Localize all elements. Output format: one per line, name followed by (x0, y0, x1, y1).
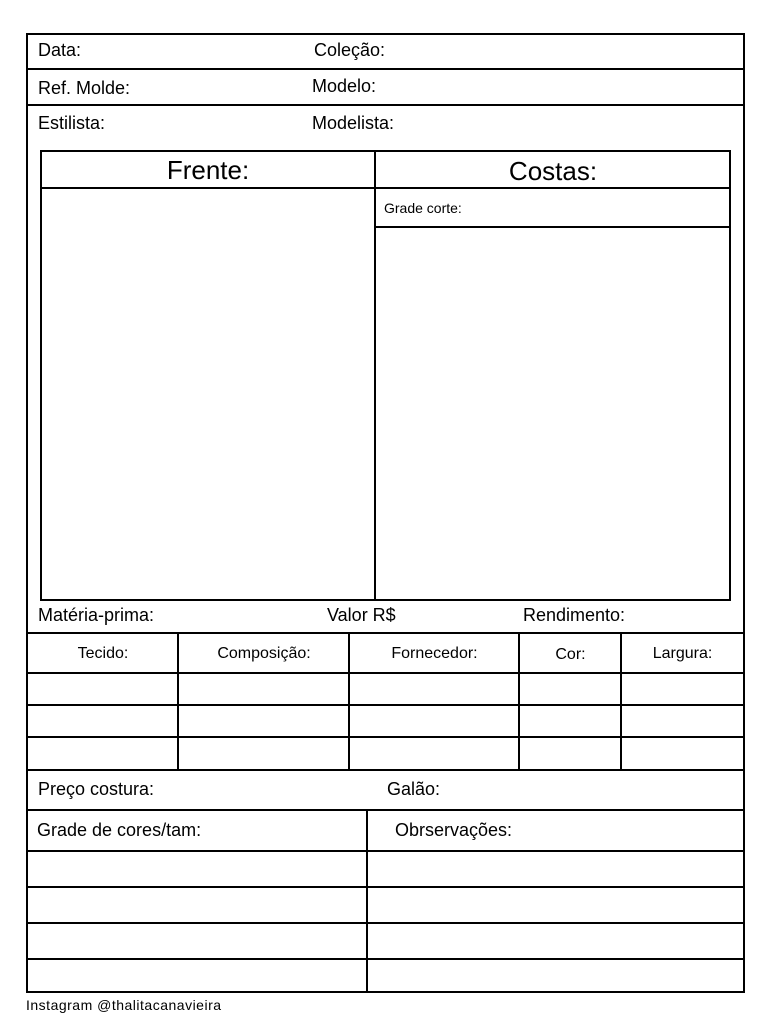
value-label[interactable]: Valor R$ (327, 605, 396, 625)
col-fabric-header: Tecido: (77, 645, 129, 662)
bottom-table-row-3 (26, 922, 745, 924)
color-size-grid-label[interactable]: Grade de cores/tam: (37, 820, 202, 840)
observations-label[interactable]: Obrservações: (395, 820, 513, 840)
date-field-label[interactable]: Data: (38, 40, 82, 60)
footer-credit: Instagram @thalitacanavieira (26, 997, 222, 1013)
modelist-field-label[interactable]: Modelista: (312, 113, 395, 133)
materials-table-top (26, 632, 745, 634)
materials-table-row-2 (26, 704, 745, 706)
collection-field-label[interactable]: Coleção: (314, 40, 386, 60)
bottom-table-row-4 (26, 958, 745, 960)
front-title: Frente: (166, 155, 250, 185)
braid-label[interactable]: Galão: (387, 779, 441, 799)
ref-mold-field-label[interactable]: Ref. Molde: (38, 78, 131, 98)
front-drawing-box[interactable] (43, 190, 373, 598)
col-supplier-header: Fornecedor: (391, 645, 478, 662)
header-divider-1 (26, 68, 745, 70)
col-composition-header: Composição: (217, 645, 311, 662)
back-title: Costas: (508, 156, 598, 186)
bottom-table-row-2 (26, 886, 745, 888)
yield-label[interactable]: Rendimento: (523, 605, 626, 625)
bottom-table-top (26, 809, 745, 811)
materials-table-bottom (26, 769, 745, 771)
materials-table-row-1 (26, 672, 745, 674)
raw-material-label[interactable]: Matéria-prima: (38, 605, 155, 625)
back-drawing-box[interactable] (377, 229, 728, 598)
header-divider-2 (26, 104, 745, 106)
drawing-center-divider (374, 150, 376, 601)
bottom-table-row-1 (26, 850, 745, 852)
materials-table-row-3 (26, 736, 745, 738)
stylist-field-label[interactable]: Estilista: (38, 113, 106, 133)
model-field-label[interactable]: Modelo: (312, 76, 377, 96)
cut-grade-divider (375, 226, 731, 228)
cut-grade-label[interactable]: Grade corte: (384, 200, 462, 216)
col-color-header: Cor: (555, 646, 586, 663)
drawing-title-divider (40, 187, 731, 189)
bottom-table-col-divider (366, 809, 368, 993)
col-width-header: Largura: (652, 645, 713, 662)
sewing-price-label[interactable]: Preço costura: (38, 779, 155, 799)
